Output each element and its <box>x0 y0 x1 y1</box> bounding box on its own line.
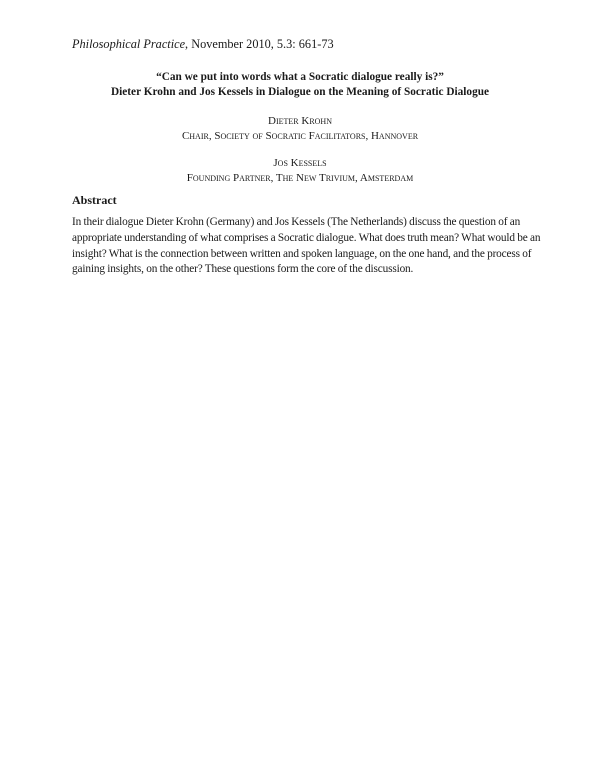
abstract-heading: Abstract <box>72 193 117 207</box>
abstract-line: appropriate understanding of what comprises a Socratic dialogue. What does truth mean? What would be an <box>72 231 541 244</box>
author-block <box>60 114 540 143</box>
abstract-line: gaining insights, on the other? These questions form the core of the discussion. <box>72 263 414 276</box>
abstract-body <box>72 215 541 278</box>
journal-name: Philosophical Practice <box>72 37 186 51</box>
abstract-line: In their dialogue Dieter Krohn (Germany) and Jos Kessels (The Netherlands) discuss the question of an <box>72 216 521 228</box>
author-affiliation: Chair, Society of Socratic Facilitators, Hannover <box>181 129 419 142</box>
paper-title <box>60 70 540 100</box>
author-block <box>60 156 540 185</box>
citation-details: , November 2010, 5.3: 661-73 <box>185 37 334 51</box>
author-affiliation: Founding Partner, The New Trivium, Amsterdam <box>186 171 414 184</box>
author-name: Jos Kessels <box>273 157 327 169</box>
title-line-2: Dieter Krohn and Jos Kessels in Dialogue on the Meaning of Socratic Dialogue <box>110 86 490 98</box>
author-name: Dieter Krohn <box>268 115 332 127</box>
title-line-1: “Can we put into words what a Socratic dialogue really is?” <box>156 71 444 83</box>
abstract-line: insight? What is the connection between written and spoken language, on the one hand, and the process of <box>72 247 532 260</box>
journal-citation <box>72 36 334 52</box>
